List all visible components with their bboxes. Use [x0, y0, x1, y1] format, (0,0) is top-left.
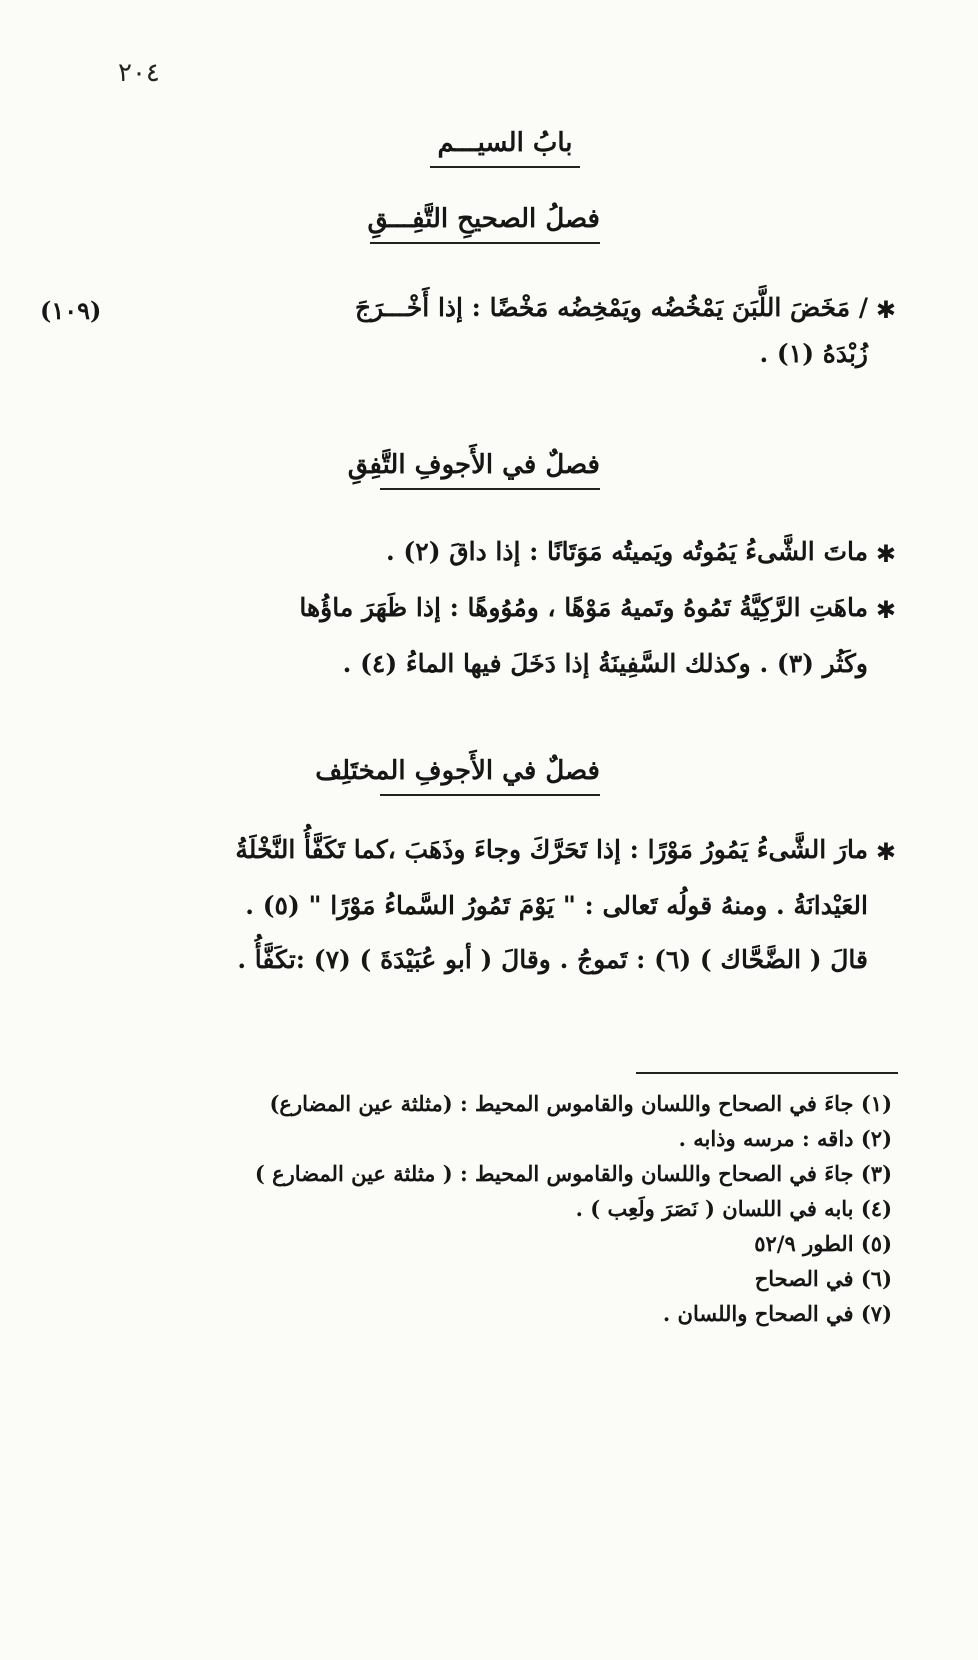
entry-text-line: زُبْدَهُ (١) . — [759, 339, 868, 368]
section-title-underline — [370, 242, 600, 244]
footnotes — [132, 1086, 892, 1331]
entry-text-line: ماهَتِ الرَّكِيَّةُ تَمُوهُ وتَميهُ مَوْهًا ، ومُوُوهًا : إذا ظَهَرَ ماؤُها — [299, 593, 868, 622]
section-title-text: فصلٌ في الأَجوفِ المختَلِف — [315, 756, 600, 786]
footnote: (٣) جاءَ في الصحاح واللسان والقاموس المحيط : ( مثلثة عين المضارع ) — [254, 1161, 892, 1186]
footnote-divider — [636, 1072, 898, 1074]
footnote: (٥) الطور ٥٢/٩ — [754, 1231, 892, 1256]
original-page-reference: (١٠٩) — [40, 296, 102, 325]
chapter-title-underline — [430, 166, 580, 168]
section-title — [315, 756, 600, 786]
entry-text-line: وكَثُر (٣) . وكذلك السَّفِينَةُ إذا دَخَلَ فيها الماءُ (٤) . — [342, 649, 868, 678]
section-title-underline — [380, 794, 600, 796]
footnote: (٤) بابه في اللسان ( نَصَرَ ولَعِب ) . — [575, 1196, 892, 1221]
section-title-text: فصلٌ في الأَجوفِ التَّفِقِ — [347, 450, 600, 480]
chapter-title-text: بابُ السيـــم — [437, 128, 573, 158]
chapter-title — [430, 128, 580, 158]
entry-asterisk: ✱ — [875, 596, 896, 624]
footnote: (٦) في الصحاح — [754, 1266, 892, 1291]
entry-text-line: / مَخَضَ اللَّبَنَ يَمْخُضُه ويَمْخِضُه مَخْضًا : إذا أَخْـــرَجَ — [354, 293, 868, 322]
entry-asterisk: ✱ — [875, 296, 896, 324]
footnote: (٢) داقه : مرسه وذابه . — [678, 1126, 892, 1151]
handwritten-page-marker: ٢٠٤ — [118, 58, 160, 88]
entry-text-line: العَيْدانَةُ . ومنهُ قولُه تَعالى : " يَوْمَ تَمُورُ السَّماءُ مَوْرًا " (٥) . — [245, 891, 868, 920]
entry-asterisk: ✱ — [875, 838, 896, 866]
entry-text-line: مارَ الشَّىءُ يَمُورُ مَوْرًا : إذا تَحَرَّكَ وجاءَ وذَهَبَ ،كما تَكَفَّأُ النَّخْلَةُ — [235, 835, 868, 864]
section-title-underline — [380, 488, 600, 490]
entry-asterisk: ✱ — [875, 540, 896, 568]
section-title — [367, 204, 600, 234]
section-title-text: فصلُ الصحيحِ التَّفِـــقِ — [367, 204, 600, 234]
footnote: (١) جاءَ في الصحاح واللسان والقاموس المحيط : (مثلثة عين المضارع) — [269, 1091, 892, 1116]
section-title — [347, 450, 600, 480]
entry-text-line: ماتَ الشَّىءُ يَمُوتُه ويَميتُه مَوَتَانًا : إذا داقَ (٢) . — [386, 537, 868, 566]
footnote: (٧) في الصحاح واللسان . — [662, 1301, 892, 1326]
entry-text-line: قالَ ( الضَّحَّاك ) (٦) : تَموجُ . وقالَ ( أبو عُبَيْدَةَ ) (٧) :تكَفَّأُ . — [237, 945, 868, 974]
